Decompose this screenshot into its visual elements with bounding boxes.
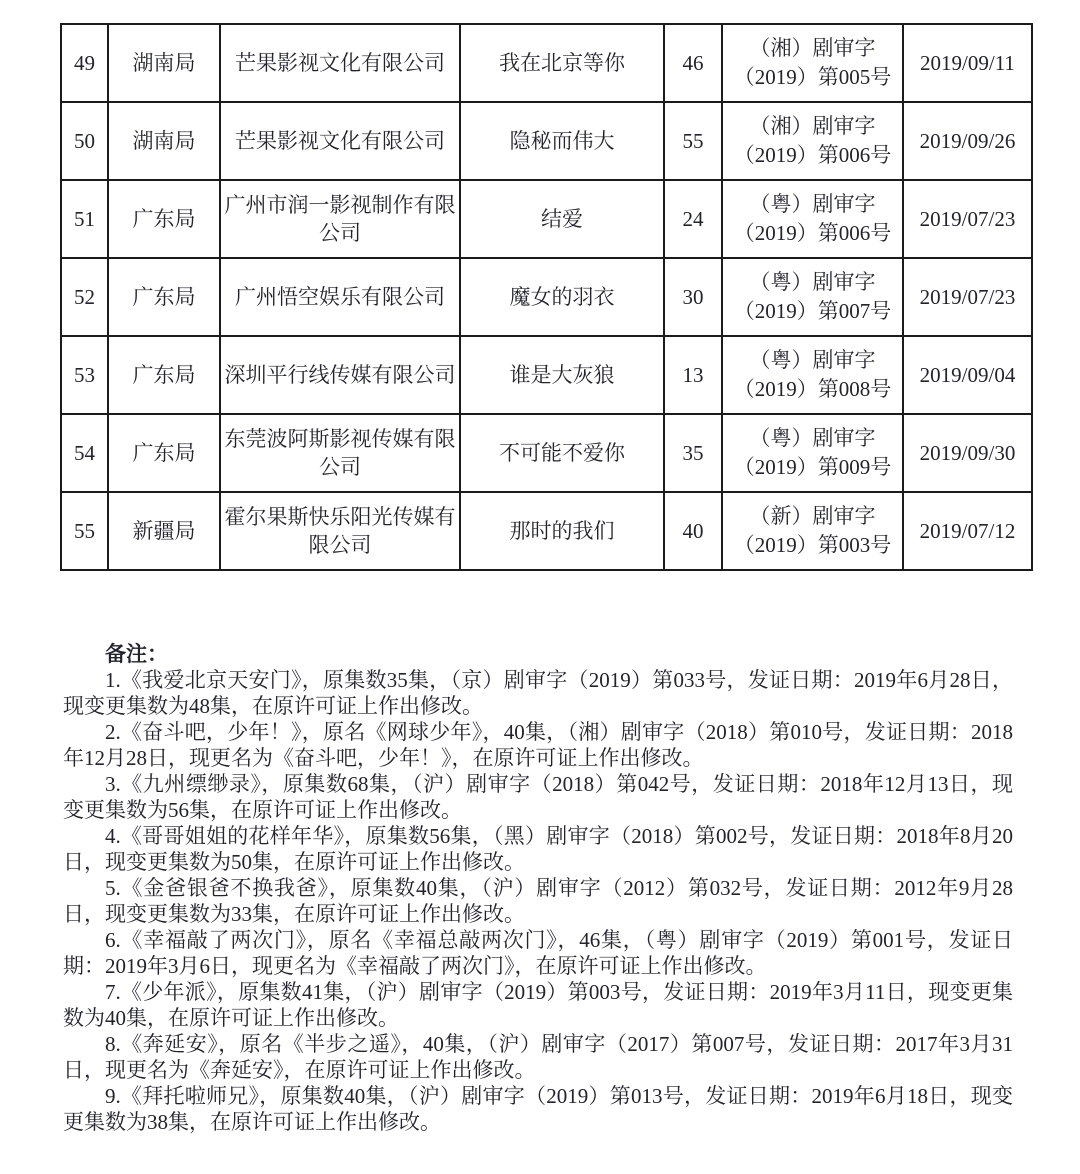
cell-bureau: 广东局	[108, 258, 220, 336]
cell-license-number	[722, 102, 903, 180]
license-line-2: （2019）第006号	[733, 143, 892, 167]
remarks-heading: 备注：	[105, 642, 168, 666]
cell-issue-date: 2019/07/23	[903, 258, 1032, 336]
remark-item: 8.《奔延安》，原名《半步之遥》，40集，（沪）剧审字（2017）第007号，发证日期：2017年3月31日，现更名为《奔延安》，在原许可证上作出修改。	[63, 1032, 1013, 1082]
remark-item: 5.《金爸银爸不换我爸》，原集数40集，（沪）剧审字（2012）第032号，发证日期：2012年9月28日，现变更集数为33集，在原许可证上作出修改。	[63, 876, 1013, 926]
cell-drama-title: 那时的我们	[460, 492, 664, 570]
cell-row-number: 54	[61, 414, 108, 492]
table-row	[61, 336, 1032, 414]
license-line-1: （粤）剧审字	[749, 192, 876, 216]
cell-bureau: 广东局	[108, 414, 220, 492]
license-line-2: （2019）第008号	[733, 377, 892, 401]
remark-item: 7.《少年派》，原集数41集，（沪）剧审字（2019）第003号，发证日期：2019年3月11日，现变更集数为40集，在原许可证上作出修改。	[63, 980, 1013, 1030]
remark-item: 9.《拜托啦师兄》，原集数40集，（沪）剧审字（2019）第013号，发证日期：2019年6月18日，现变更集数为38集，在原许可证上作出修改。	[63, 1084, 1013, 1134]
license-line-1: （新）剧审字	[749, 504, 876, 528]
remark-item: 2.《奋斗吧，少年！》，原名《网球少年》，40集，（湘）剧审字（2018）第010号，发证日期：2018年12月28日，现更名为《奋斗吧，少年！》，在原许可证上作出修改。	[63, 720, 1013, 770]
license-line-1: （粤）剧审字	[749, 348, 876, 372]
license-line-2: （2019）第009号	[733, 455, 892, 479]
table-row	[61, 180, 1032, 258]
cell-drama-title: 魔女的羽衣	[460, 258, 664, 336]
cell-license-number	[722, 180, 903, 258]
license-line-1: （粤）剧审字	[749, 270, 876, 294]
cell-drama-title: 不可能不爱你	[460, 414, 664, 492]
cell-bureau: 湖南局	[108, 102, 220, 180]
cell-company: 广州悟空娱乐有限公司	[220, 258, 460, 336]
cell-episode-count: 40	[664, 492, 722, 570]
cell-company: 广州市润一影视制作有限公司	[220, 180, 460, 258]
table-row	[61, 414, 1032, 492]
cell-row-number: 53	[61, 336, 108, 414]
cell-bureau: 新疆局	[108, 492, 220, 570]
cell-license-number	[722, 414, 903, 492]
remark-item: 6.《幸福敲了两次门》，原名《幸福总敲两次门》，46集，（粤）剧审字（2019）第001号，发证日期：2019年3月6日，现更名为《幸福敲了两次门》，在原许可证上作出修改。	[63, 928, 1013, 978]
cell-issue-date: 2019/09/26	[903, 102, 1032, 180]
license-table-body	[61, 24, 1032, 570]
cell-license-number	[722, 492, 903, 570]
cell-row-number: 55	[61, 492, 108, 570]
license-line-2: （2019）第006号	[733, 221, 892, 245]
cell-bureau: 广东局	[108, 336, 220, 414]
cell-drama-title: 隐秘而伟大	[460, 102, 664, 180]
cell-episode-count: 13	[664, 336, 722, 414]
remark-item: 4.《哥哥姐姐的花样年华》，原集数56集，（黑）剧审字（2018）第002号，发证日期：2018年8月20日，现变更集数为50集，在原许可证上作出修改。	[63, 824, 1013, 874]
cell-bureau: 湖南局	[108, 24, 220, 102]
cell-row-number: 52	[61, 258, 108, 336]
remarks-section	[63, 641, 1013, 1135]
remark-item: 1.《我爱北京天安门》，原集数35集，（京）剧审字（2019）第033号，发证日期：2019年6月28日，现变更集数为48集，在原许可证上作出修改。	[63, 668, 1013, 718]
cell-row-number: 49	[61, 24, 108, 102]
cell-company: 芒果影视文化有限公司	[220, 102, 460, 180]
license-line-1: （粤）剧审字	[749, 426, 876, 450]
license-line-1: （湘）剧审字	[749, 114, 876, 138]
cell-issue-date: 2019/09/30	[903, 414, 1032, 492]
cell-bureau: 广东局	[108, 180, 220, 258]
table-row	[61, 102, 1032, 180]
cell-row-number: 51	[61, 180, 108, 258]
cell-episode-count: 55	[664, 102, 722, 180]
cell-company: 深圳平行线传媒有限公司	[220, 336, 460, 414]
cell-drama-title: 结爱	[460, 180, 664, 258]
license-line-2: （2019）第007号	[733, 299, 892, 323]
cell-episode-count: 46	[664, 24, 722, 102]
cell-drama-title: 我在北京等你	[460, 24, 664, 102]
license-line-2: （2019）第005号	[733, 65, 892, 89]
cell-episode-count: 24	[664, 180, 722, 258]
license-line-2: （2019）第003号	[733, 533, 892, 557]
cell-issue-date: 2019/07/12	[903, 492, 1032, 570]
cell-company: 东莞波阿斯影视传媒有限公司	[220, 414, 460, 492]
cell-row-number: 50	[61, 102, 108, 180]
cell-issue-date: 2019/09/04	[903, 336, 1032, 414]
cell-license-number	[722, 24, 903, 102]
table-row	[61, 24, 1032, 102]
cell-company: 霍尔果斯快乐阳光传媒有限公司	[220, 492, 460, 570]
table-row	[61, 492, 1032, 570]
cell-issue-date: 2019/09/11	[903, 24, 1032, 102]
remark-item: 3.《九州缥缈录》，原集数68集，（沪）剧审字（2018）第042号，发证日期：2018年12月13日，现变更集数为56集，在原许可证上作出修改。	[63, 772, 1013, 822]
cell-license-number	[722, 258, 903, 336]
cell-company: 芒果影视文化有限公司	[220, 24, 460, 102]
license-line-1: （湘）剧审字	[749, 36, 876, 60]
drama-license-table	[60, 23, 1033, 571]
cell-issue-date: 2019/07/23	[903, 180, 1032, 258]
cell-drama-title: 谁是大灰狼	[460, 336, 664, 414]
cell-episode-count: 30	[664, 258, 722, 336]
table-row	[61, 258, 1032, 336]
cell-license-number	[722, 336, 903, 414]
cell-episode-count: 35	[664, 414, 722, 492]
